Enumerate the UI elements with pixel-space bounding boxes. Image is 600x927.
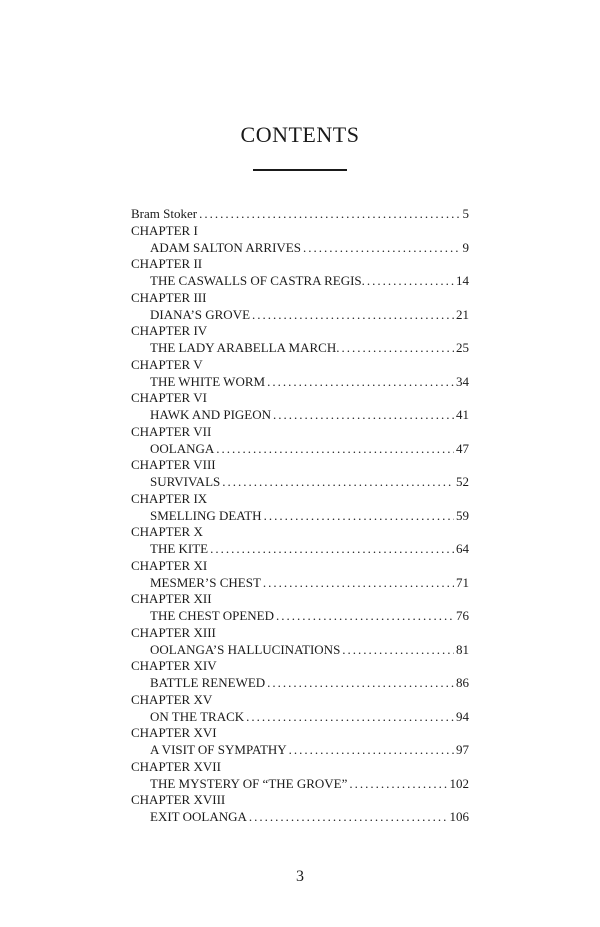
toc-dot-leader	[273, 407, 454, 424]
toc-dot-leader	[303, 240, 461, 257]
toc-entry	[131, 340, 469, 357]
toc-dot-leader	[342, 642, 454, 659]
toc-entry	[131, 608, 469, 625]
toc-entry	[131, 709, 469, 726]
toc-chapter-heading: CHAPTER II	[131, 256, 203, 272]
toc-dot-leader	[264, 508, 454, 525]
toc-entry-title: BATTLE RENEWED	[150, 675, 266, 690]
page-title: CONTENTS	[240, 122, 360, 147]
toc-entry-page: 102	[449, 775, 469, 791]
toc-entry	[131, 776, 469, 793]
toc-entry-page: 64	[456, 541, 469, 556]
toc-dot-leader	[222, 474, 454, 491]
toc-entry-page: 106	[449, 809, 469, 824]
toc-dot-leader	[267, 374, 454, 391]
toc-dot-leader	[289, 742, 454, 759]
toc-entry-title: ON THE TRACK	[150, 708, 245, 724]
toc-entry-title: EXIT OOLANGA	[150, 809, 247, 824]
toc-entry-title: Bram Stoker	[131, 206, 198, 221]
toc-entry	[131, 642, 469, 659]
toc-chapter-heading: CHAPTER IX	[131, 490, 208, 506]
toc-entry	[131, 307, 469, 324]
toc-chapter-heading: CHAPTER XIV	[131, 658, 217, 674]
toc-dot-leader	[246, 709, 454, 726]
toc-entry-title: OOLANGA	[150, 440, 215, 456]
toc-entry	[131, 742, 469, 759]
toc-chapter-heading: CHAPTER XI	[131, 557, 208, 573]
toc-entry-page: 71	[456, 574, 469, 590]
toc-entry-page: 34	[456, 373, 469, 389]
toc-dot-leader	[367, 273, 454, 290]
toc-entry	[131, 541, 469, 558]
toc-entry-page: 14	[456, 273, 469, 288]
toc-entry-page: 41	[456, 407, 469, 422]
toc-entry-title: THE MYSTERY OF “THE GROVE”	[150, 775, 348, 791]
toc-chapter-heading: CHAPTER VIII	[131, 457, 216, 473]
table-of-contents	[131, 206, 469, 826]
toc-entry-page: 86	[456, 675, 469, 690]
toc-entry-page: 81	[456, 641, 469, 657]
toc-entry-title: DIANA’S GROVE	[150, 306, 251, 322]
toc-entry-title: ADAM SALTON ARRIVES	[150, 239, 301, 255]
toc-dot-leader	[276, 608, 454, 625]
toc-entry-title: MESMER’S CHEST	[150, 574, 261, 590]
toc-entry-page: 9	[462, 239, 469, 255]
toc-chapter-heading: CHAPTER XV	[131, 691, 213, 707]
toc-chapter-heading: CHAPTER XIII	[131, 624, 216, 640]
toc-entry-page: 94	[456, 708, 469, 724]
toc-dot-leader	[210, 541, 454, 558]
toc-entry-page: 21	[456, 306, 469, 322]
toc-entry-title: SMELLING DEATH	[150, 507, 262, 523]
toc-dot-leader	[341, 340, 454, 357]
toc-entry-title: THE LADY ARABELLA MARCH.	[150, 340, 340, 355]
toc-entry-page: 59	[456, 507, 469, 523]
page-number: 3	[296, 868, 304, 885]
toc-dot-leader	[249, 809, 448, 826]
toc-entry	[131, 474, 469, 491]
toc-entry-title: HAWK AND PIGEON	[150, 407, 272, 422]
toc-dot-leader	[252, 307, 454, 324]
toc-chapter-heading: CHAPTER IV	[131, 323, 208, 339]
title-divider	[253, 169, 347, 171]
toc-entry	[131, 441, 469, 458]
toc-dot-leader	[349, 776, 447, 793]
toc-entry	[131, 374, 469, 391]
toc-entry-title: THE CHEST OPENED	[150, 608, 274, 623]
toc-chapter-heading: CHAPTER VI	[131, 390, 207, 406]
toc-chapter-heading: CHAPTER III	[131, 289, 207, 305]
toc-entry	[131, 206, 469, 223]
toc-dot-leader	[199, 206, 460, 223]
toc-entry-title: THE CASWALLS OF CASTRA REGIS.	[150, 273, 365, 288]
toc-entry-title: A VISIT OF SYMPATHY	[150, 742, 287, 757]
toc-entry-page: 47	[456, 440, 469, 456]
toc-entry-page: 25	[456, 340, 469, 355]
toc-chapter-heading: CHAPTER I	[131, 222, 198, 238]
toc-chapter-heading: CHAPTER XVIII	[131, 792, 226, 808]
toc-dot-leader	[267, 675, 454, 692]
toc-chapter-heading: CHAPTER XVI	[131, 725, 217, 741]
toc-entry	[131, 273, 469, 290]
toc-entry	[131, 508, 469, 525]
toc-entry	[131, 407, 469, 424]
toc-dot-leader	[263, 575, 454, 592]
toc-entry-title: THE WHITE WORM	[150, 373, 266, 389]
toc-entry-title: SURVIVALS	[150, 474, 221, 489]
toc-chapter-heading: CHAPTER XVII	[131, 758, 221, 774]
toc-entry	[131, 240, 469, 257]
toc-entry-page: 52	[456, 474, 469, 489]
toc-entry-page: 76	[456, 608, 469, 623]
toc-entry-page: 97	[456, 742, 469, 757]
toc-chapter-heading: CHAPTER XII	[131, 591, 212, 607]
toc-chapter-heading: CHAPTER VII	[131, 423, 212, 439]
toc-entry-page: 5	[462, 206, 469, 221]
toc-entry	[131, 575, 469, 592]
toc-entry	[131, 809, 469, 826]
toc-chapter-heading: CHAPTER V	[131, 356, 203, 372]
toc-dot-leader	[216, 441, 454, 458]
toc-entry-title: THE KITE	[150, 541, 209, 556]
toc-entry	[131, 675, 469, 692]
toc-chapter-heading: CHAPTER X	[131, 524, 203, 540]
toc-entry-title: OOLANGA’S HALLUCINATIONS	[150, 641, 341, 657]
